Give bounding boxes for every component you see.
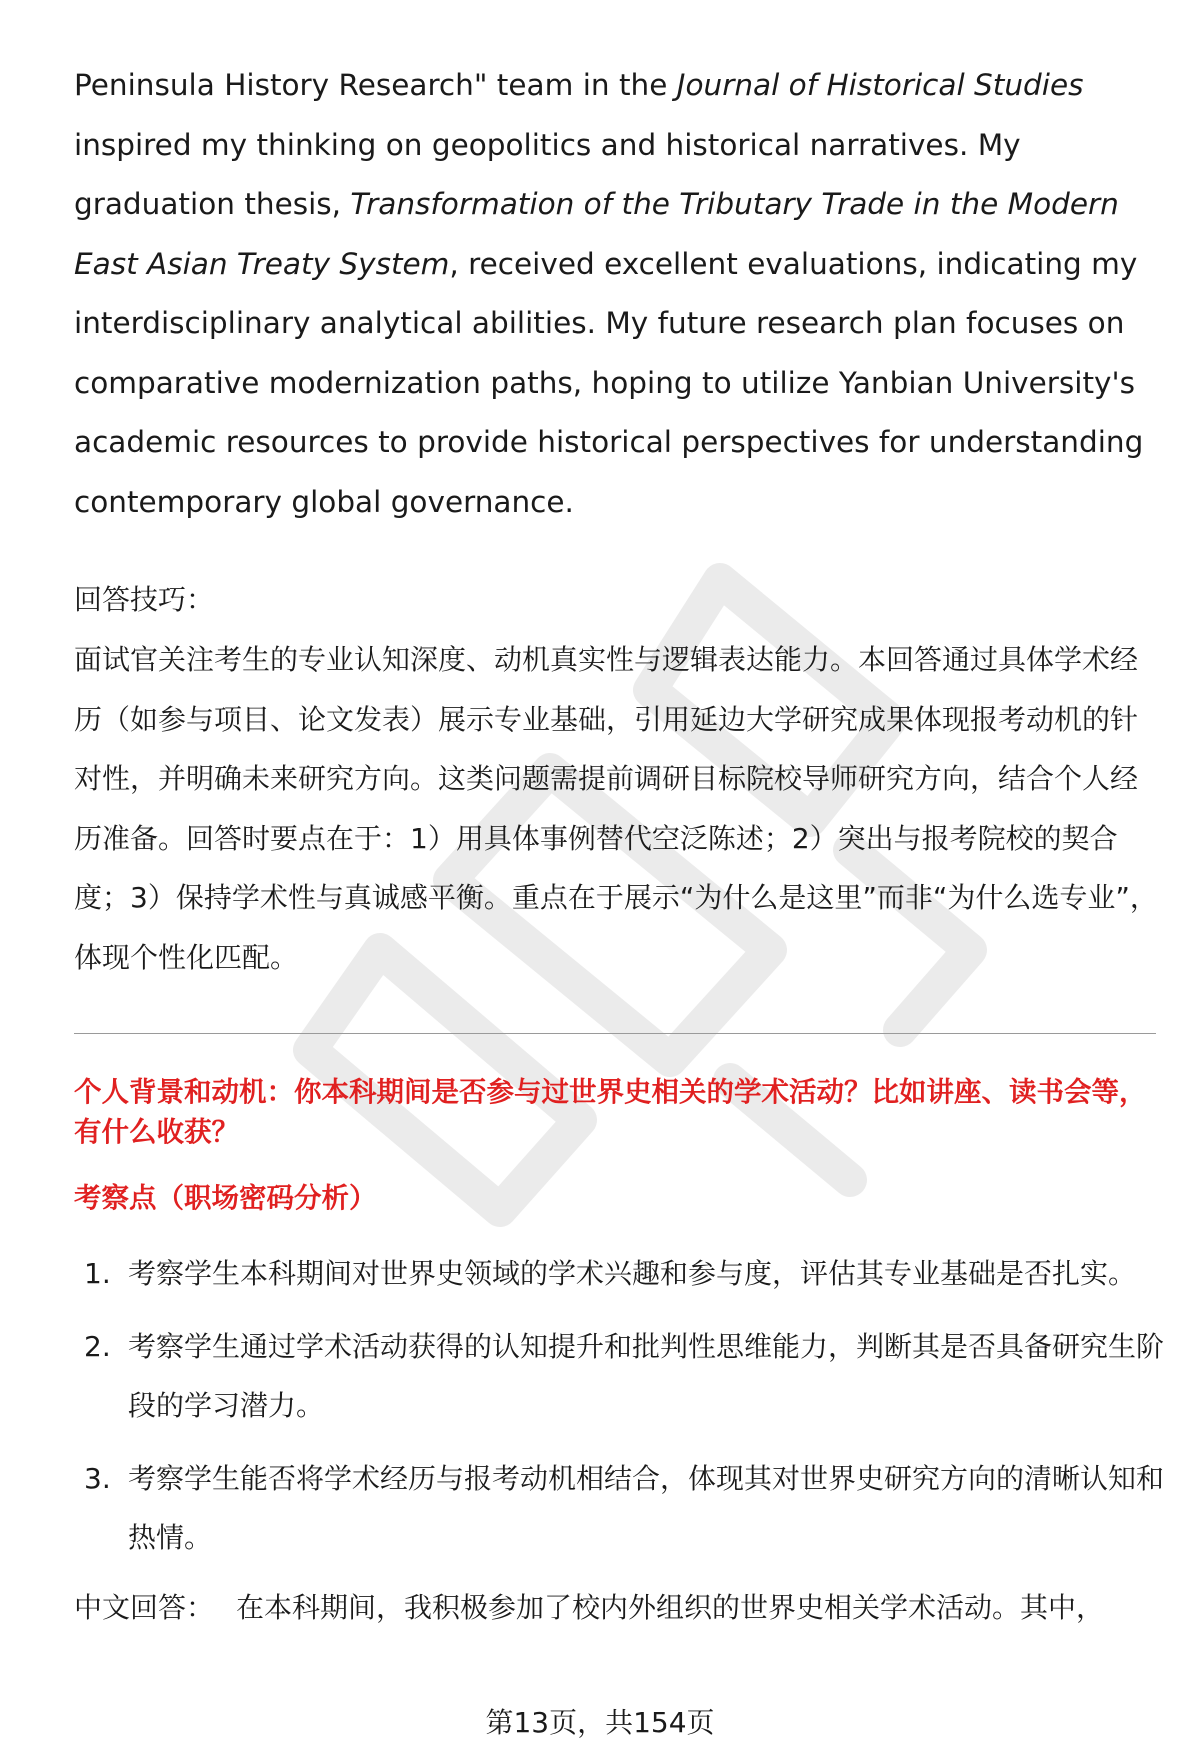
section-divider xyxy=(74,1033,1156,1034)
english-answer-paragraph xyxy=(74,56,1164,532)
thesis-title: Transformation of the Tributary Trade in the Modern East Asian Treaty System xyxy=(74,187,1119,281)
list-item xyxy=(74,1449,1164,1568)
examine-heading: 考察点（职场密码分析） xyxy=(74,1182,377,1214)
paragraph-text-3: , received excellent evaluations, indicating my interdisciplinary analytical abilities. My future research plan focuses on comparative modernization paths, hoping to utilize Yanbian University's academic resources to provide historical perspectives for understanding contemporary global governance. xyxy=(74,246,1144,519)
paragraph-text-2: inspired my thinking on geopolitics and historical narratives. My graduation thesis, xyxy=(74,127,1021,221)
examine-list xyxy=(74,1244,1164,1568)
chinese-answer-text: 在本科期间，我积极参加了校内外组织的世界史相关学术活动。其中， xyxy=(236,1590,1105,1624)
tips-heading: 回答技巧： xyxy=(74,583,215,616)
list-number: 2. xyxy=(84,1329,111,1363)
main-content xyxy=(74,56,1164,1632)
page-number-footer: 第13页，共154页 xyxy=(485,1706,715,1739)
list-item xyxy=(74,1317,1164,1436)
journal-title: Journal of Historical Studies xyxy=(676,68,1084,102)
list-text: 考察学生本科期间对世界史领域的学术兴趣和参与度，评估其专业基础是否扎实。 xyxy=(128,1257,1137,1290)
paragraph-text-1: Peninsula History Research" team in the xyxy=(74,68,677,102)
list-text: 考察学生通过学术活动获得的认知提升和批判性思维能力，判断其是否具备研究生阶段的学习潜力。 xyxy=(128,1329,1165,1422)
list-number: 3. xyxy=(84,1461,111,1495)
list-number: 1. xyxy=(84,1257,111,1290)
list-item xyxy=(74,1244,1164,1304)
tips-body: 面试官关注考生的专业认知深度、动机真实性与逻辑表达能力。本回答通过具体学术经历（如参与项目、论文发表）展示专业基础，引用延边大学研究成果体现报考动机的针对性，并明确未来研究方向。这类问题需提前调研目标院校导师研究方向，结合个人经历准备。回答时要点在于：1）用具体事例替代空泛陈述；2）突出与报考院校的契合度；3）保持学术性与真诚感平衡。重点在于展示“为什么是这里”而非“为什么选专业”，体现个性化匹配。 xyxy=(74,643,1158,974)
chinese-answer xyxy=(74,1584,1164,1632)
chinese-answer-label: 中文回答： xyxy=(74,1590,215,1624)
question-heading: 个人背景和动机：你本科期间是否参与过世界史相关的学术活动？比如讲座、读书会等，有什么收获？ xyxy=(74,1076,1147,1148)
list-text: 考察学生能否将学术经历与报考动机相结合，体现其对世界史研究方向的清晰认知和热情。 xyxy=(128,1461,1165,1554)
